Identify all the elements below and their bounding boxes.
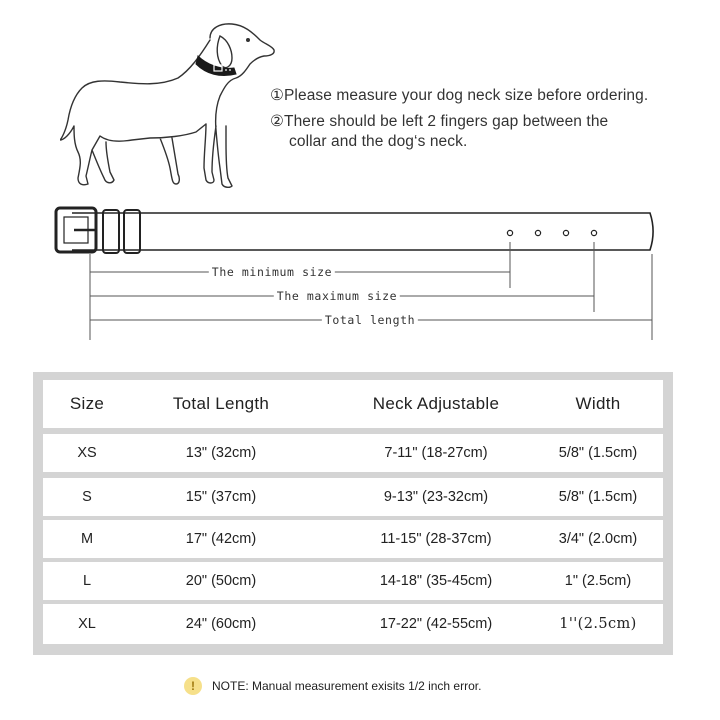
table-row (43, 478, 663, 516)
table-row (43, 520, 663, 558)
table-row (43, 434, 663, 472)
header-width: Width (575, 394, 621, 413)
total-length-cell: 13" (32cm) (185, 445, 257, 461)
size-table (33, 372, 673, 655)
size-cell: XS (77, 445, 97, 461)
minimum-size-label: The minimum size (209, 265, 335, 279)
neck-adjustable-cell: 7-11" (18-27cm) (384, 445, 488, 461)
header-neck-adjustable: Neck Adjustable (372, 394, 500, 413)
header-size: Size (69, 394, 105, 413)
table-header-row (43, 380, 663, 428)
size-cell: M (80, 531, 94, 547)
table-row (43, 604, 663, 644)
exclamation-icon: ! (184, 677, 202, 695)
hole-3 (563, 230, 568, 235)
size-cell: XL (78, 616, 96, 632)
instruction-gap-line1: ②There should be left 2 fingers gap between the (270, 113, 609, 130)
header-total-length: Total Length (172, 394, 270, 413)
hole-4 (591, 230, 596, 235)
total-length-cell: 24" (60cm) (185, 616, 257, 632)
maximum-size-label: The maximum size (274, 289, 400, 303)
width-cell: 5/8" (1.5cm) (558, 445, 638, 461)
total-length-cell: 20" (50cm) (185, 573, 257, 589)
dog-illustration (60, 18, 280, 198)
width-cell: 1''(2.5cm) (559, 616, 637, 632)
table-row (43, 562, 663, 600)
neck-adjustable-cell: 11-15" (28-37cm) (380, 531, 492, 547)
width-cell: 3/4" (2.0cm) (558, 531, 638, 547)
hole-2 (535, 230, 540, 235)
neck-adjustable-cell: 17-22" (42-55cm) (379, 616, 493, 632)
neck-adjustable-cell: 9-13" (23-32cm) (383, 489, 489, 505)
total-length-label: Total length (322, 313, 418, 327)
instruction-gap-line2: collar and the dog‘s neck. (289, 133, 468, 150)
note-text: NOTE: Manual measurement exisits 1/2 inch error. (212, 679, 482, 693)
total-length-cell: 17" (42cm) (185, 531, 257, 547)
instruction-measure: ①Please measure your dog neck size before ordering. (270, 87, 649, 104)
hole-1 (507, 230, 512, 235)
neck-adjustable-cell: 14-18" (35-45cm) (379, 573, 493, 589)
width-cell: 5/8" (1.5cm) (558, 489, 638, 505)
size-cell: L (82, 573, 92, 589)
width-cell: 1" (2.5cm) (564, 573, 632, 589)
measurement-note (184, 676, 481, 696)
total-length-cell: 15" (37cm) (185, 489, 257, 505)
size-cell: S (82, 489, 92, 505)
